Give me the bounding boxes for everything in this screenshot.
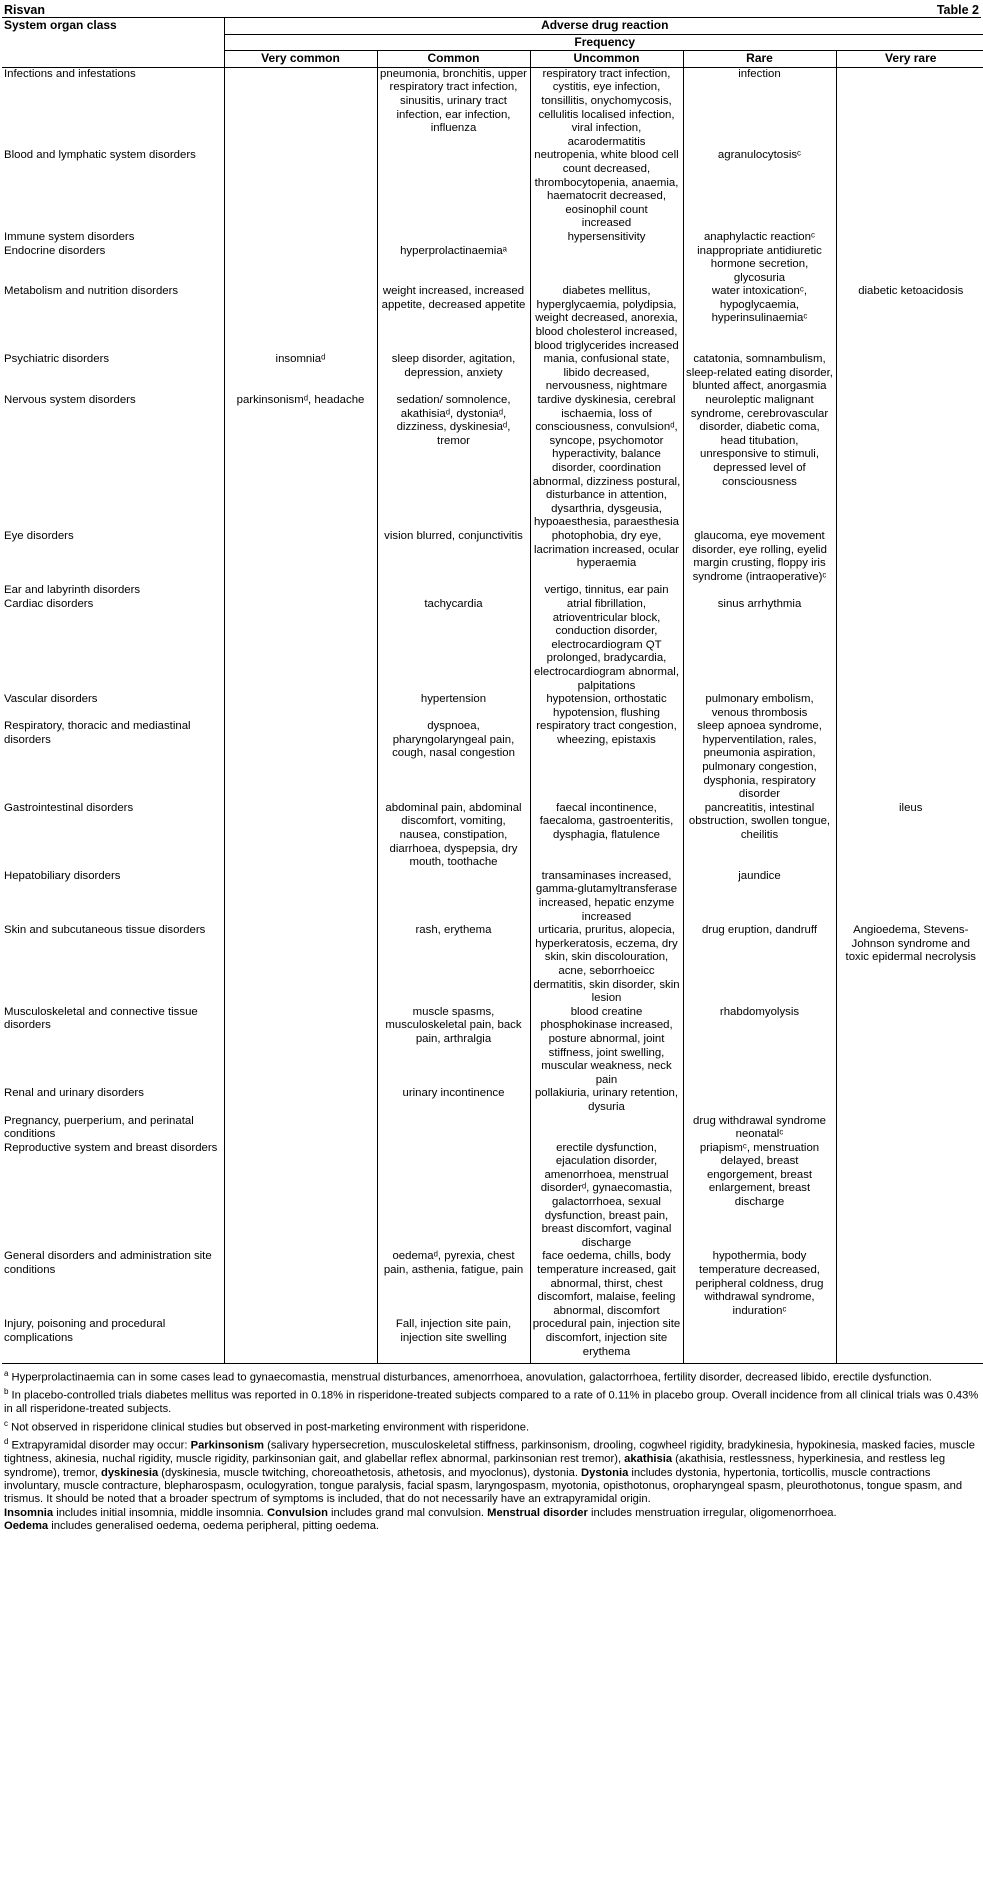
table-row — [2, 353, 983, 394]
cell-very-common — [224, 1006, 377, 1088]
cell-very-common — [224, 245, 377, 286]
cell-common: oedemaᵈ, pyrexia, chest pain, asthenia, fatigue, pain — [377, 1250, 530, 1318]
cell-very-rare: Angioedema, Stevens-Johnson syndrome and toxic epidermal necrolysis — [836, 924, 983, 1006]
cell-very-common — [224, 285, 377, 353]
adr-header: Adverse drug reaction — [224, 18, 983, 34]
cell-very-rare — [836, 530, 983, 584]
cell-rare: sinus arrhythmia — [683, 598, 836, 693]
table-row — [2, 1318, 983, 1363]
cell-very-common: insomniaᵈ — [224, 353, 377, 394]
cell-common: sleep disorder, agitation, depression, anxiety — [377, 353, 530, 394]
cell-uncommon: tardive dyskinesia, cerebral ischaemia, loss of consciousness, convulsionᵈ, syncope, psychomotor hyperactivity, balance disorder, coordination abnormal, dizziness postural, disturbance in attention, dysarthria, dysgeusia, hypoaesthesia, paraesthesia — [530, 394, 683, 530]
cell-very-common — [224, 802, 377, 870]
cell-rare: drug eruption, dandruff — [683, 924, 836, 1006]
cell-rare: infection — [683, 67, 836, 149]
cell-rare — [683, 1318, 836, 1363]
cell-uncommon — [530, 1115, 683, 1142]
cell-very-rare: ileus — [836, 802, 983, 870]
table-row — [2, 394, 983, 530]
table-row — [2, 1115, 983, 1142]
soc-cell: Hepatobiliary disorders — [4, 869, 121, 882]
soc-cell: Gastrointestinal disorders — [4, 801, 134, 814]
table-row — [2, 693, 983, 720]
cell-uncommon: neutropenia, white blood cell count decreased, thrombocytopenia, anaemia, haematocrit decreased, eosinophil count increased — [530, 149, 683, 231]
table-row — [2, 285, 983, 353]
freq-rare-header: Rare — [683, 51, 836, 68]
cell-very-common — [224, 924, 377, 1006]
cell-very-rare — [836, 1250, 983, 1318]
document-header — [2, 0, 981, 18]
soc-cell: Vascular disorders — [4, 693, 98, 706]
cell-uncommon: blood creatine phosphokinase increased, posture abnormal, joint stiffness, joint swelling, muscular weakness, neck pain — [530, 1006, 683, 1088]
cell-very-rare — [836, 584, 983, 598]
freq-common-header: Common — [377, 51, 530, 68]
table-row — [2, 598, 983, 693]
cell-common: abdominal pain, abdominal discomfort, vomiting, nausea, constipation, diarrhoea, dyspepsia, dry mouth, toothache — [377, 802, 530, 870]
cell-common — [377, 149, 530, 231]
cell-very-rare: diabetic ketoacidosis — [836, 285, 983, 353]
soc-cell: General disorders and administration site conditions — [4, 1250, 212, 1277]
cell-very-common — [224, 149, 377, 231]
freq-uncommon-header: Uncommon — [530, 51, 683, 68]
cell-common: dyspnoea, pharyngolaryngeal pain, cough, nasal congestion — [377, 720, 530, 802]
cell-rare: inappropriate antidiuretic hormone secretion, glycosuria — [683, 245, 836, 286]
table-body — [2, 67, 983, 1363]
cell-uncommon: procedural pain, injection site discomfort, injection site erythema — [530, 1318, 683, 1363]
table-row — [2, 149, 983, 231]
adverse-reaction-table — [2, 18, 983, 1364]
cell-common: rash, erythema — [377, 924, 530, 1006]
soc-cell: Immune system disorders — [4, 230, 135, 243]
table-row — [2, 231, 983, 245]
cell-common: urinary incontinence — [377, 1087, 530, 1114]
cell-very-rare — [836, 1006, 983, 1088]
table-row — [2, 1006, 983, 1088]
cell-very-common — [224, 530, 377, 584]
soc-cell: Reproductive system and breast disorders — [4, 1141, 218, 1154]
cell-uncommon: hypotension, orthostatic hypotension, flushing — [530, 693, 683, 720]
footnote-d: $^d$ Extrapyramidal disorder may occur: Parkinsonism (salivary hypersecretion, musculoskeletal stiffness, parkinsonism, drooling, cogwheel rigidity, bradykinesia, hypokinesia, masked facies, muscle tightness, akinesia, nuchal rigidity, muscle rigidity, parkinsonian gait, and glabellar reflex abnormal, parkinsonian rest tremor), akathisia (akathisia, restlessness, hyperkinesia, and restless leg syndrome), tremor, dyskinesia (dyskinesia, muscle twitching, choreoathetosis, athetosis, and myoclonus), dystonia. Dystonia includes dystonia, hypertonia, torticollis, muscle contractions involuntary, muscle contracture, blepharospasm, oculogyration, tongue paralysis, facial spasm, laryngospasm, myotonia, opisthotonus, oropharyngeal spasm, pleurothotonus, tongue spasm, and trismus. It should be noted that a broader spectrum of symptoms is included, that do not necessarily have an extrapyramidal origin. — [4, 1437, 975, 1506]
cell-uncommon: faecal incontinence, faecaloma, gastroenteritis, dysphagia, flatulence — [530, 802, 683, 870]
cell-rare: glaucoma, eye movement disorder, eye rolling, eyelid margin crusting, floppy iris syndrome (intraoperative)ᶜ — [683, 530, 836, 584]
cell-common: Fall, injection site pain, injection site swelling — [377, 1318, 530, 1363]
cell-very-rare — [836, 598, 983, 693]
soc-cell: Renal and urinary disorders — [4, 1087, 144, 1100]
soc-cell: Psychiatric disorders — [4, 353, 110, 366]
footnotes — [2, 1364, 981, 1533]
soc-cell: Skin and subcutaneous tissue disorders — [4, 924, 206, 937]
cell-very-common — [224, 870, 377, 924]
cell-very-rare — [836, 870, 983, 924]
cell-uncommon: vertigo, tinnitus, ear pain — [530, 584, 683, 598]
soc-cell: Respiratory, thoracic and mediastinal disorders — [4, 720, 191, 746]
soc-cell: Injury, poisoning and procedural complications — [2, 1318, 224, 1363]
cell-rare: neuroleptic malignant syndrome, cerebrovascular disorder, diabetic coma, head titubation, unresponsive to stimuli, depressed level of consciousness — [683, 394, 836, 530]
cell-rare: water intoxicationᶜ, hypoglycaemia, hyperinsulinaemiaᶜ — [683, 285, 836, 353]
cell-uncommon: respiratory tract congestion, wheezing, epistaxis — [530, 720, 683, 802]
freq-very-rare-header: Very rare — [836, 51, 983, 68]
cell-uncommon: hypersensitivity — [530, 231, 683, 245]
cell-uncommon: photophobia, dry eye, lacrimation increased, ocular hyperaemia — [530, 530, 683, 584]
cell-common — [377, 584, 530, 598]
cell-uncommon — [530, 245, 683, 286]
footnote-oedema: Oedema includes generalised oedema, oedema peripheral, pitting oedema. — [4, 1520, 380, 1533]
cell-common: weight increased, increased appetite, decreased appetite — [377, 285, 530, 353]
cell-uncommon: pollakiuria, urinary retention, dysuria — [530, 1087, 683, 1114]
cell-rare: drug withdrawal syndrome neonatalᶜ — [683, 1115, 836, 1142]
cell-very-rare — [836, 231, 983, 245]
cell-very-rare — [836, 1115, 983, 1142]
soc-cell: Infections and infestations — [4, 67, 136, 80]
soc-cell: Pregnancy, puerperium, and perinatal conditions — [4, 1114, 194, 1141]
cell-uncommon: atrial fibrillation, atrioventricular block, conduction disorder, electrocardiogram QT prolonged, bradycardia, electrocardiogram abnormal, palpitations — [530, 598, 683, 693]
table-row — [2, 584, 983, 598]
cell-common — [377, 870, 530, 924]
cell-rare — [683, 584, 836, 598]
cell-rare: agranulocytosisᶜ — [683, 149, 836, 231]
soc-header: System organ class — [2, 18, 224, 67]
cell-rare: pancreatitis, intestinal obstruction, swollen tongue, cheilitis — [683, 802, 836, 870]
cell-very-common — [224, 1115, 377, 1142]
cell-rare: priapismᶜ, menstruation delayed, breast engorgement, breast enlargement, breast discharge — [683, 1142, 836, 1251]
cell-rare: pulmonary embolism, venous thrombosis — [683, 693, 836, 720]
cell-common — [377, 1115, 530, 1142]
soc-cell: Musculoskeletal and connective tissue disorders — [4, 1005, 198, 1032]
table-row — [2, 1250, 983, 1318]
table-row — [2, 67, 983, 149]
soc-cell: Metabolism and nutrition disorders — [4, 285, 179, 298]
cell-common: muscle spasms, musculoskeletal pain, back pain, arthralgia — [377, 1006, 530, 1088]
soc-cell: Nervous system disorders — [4, 394, 136, 407]
cell-very-common — [224, 67, 377, 149]
table-row — [2, 1142, 983, 1251]
cell-very-rare — [836, 394, 983, 530]
cell-very-common — [224, 231, 377, 245]
cell-rare: rhabdomyolysis — [683, 1006, 836, 1088]
cell-very-common — [224, 1142, 377, 1251]
cell-uncommon: respiratory tract infection, cystitis, eye infection, tonsillitis, onychomycosis, cellulitis localised infection, viral infection, acarodermatitis — [530, 67, 683, 149]
cell-very-common — [224, 693, 377, 720]
table-row — [2, 924, 983, 1006]
cell-very-common — [224, 1087, 377, 1114]
table-label: Table 2 — [936, 3, 979, 17]
cell-very-common: parkinsonismᵈ, headache — [224, 394, 377, 530]
footnote-b: $^b$ In placebo-controlled trials diabetes mellitus was reported in 0.18% in risperidone-treated subjects compared to a rate of 0.11% in placebo group. Overall incidence from all clinical trials was 0.43% in all risperidone-treated subjects. — [4, 1387, 979, 1416]
cell-rare: catatonia, somnambulism, sleep-related eating disorder, blunted affect, anorgasmia — [683, 353, 836, 394]
table-row — [2, 870, 983, 924]
cell-very-rare — [836, 245, 983, 286]
cell-rare: anaphylactic reactionᶜ — [683, 231, 836, 245]
cell-very-rare — [836, 353, 983, 394]
cell-common: sedation/ somnolence, akathisiaᵈ, dystoniaᵈ, dizziness, dyskinesiaᵈ, tremor — [377, 394, 530, 530]
cell-very-rare — [836, 1087, 983, 1114]
footnote-a: $^a$ Hyperprolactinaemia can in some cases lead to gynaecomastia, menstrual disturbances, amenorrhoea, anovulation, galactorrhoea, fertility disorder, decreased libido, erectile dysfunction. — [4, 1369, 932, 1384]
cell-rare — [683, 1087, 836, 1114]
soc-cell: Endocrine disorders — [4, 244, 106, 257]
freq-very-common-header: Very common — [224, 51, 377, 68]
cell-common: hyperprolactinaemiaᵃ — [377, 245, 530, 286]
cell-common — [377, 1142, 530, 1251]
cell-common: pneumonia, bronchitis, upper respiratory tract infection, sinusitis, urinary tract infection, ear infection, influenza — [377, 67, 530, 149]
soc-cell: Cardiac disorders — [4, 597, 94, 610]
footnote-insomnia: Insomnia includes initial insomnia, middle insomnia. Convulsion includes grand mal convulsion. Menstrual disorder includes menstruation irregular, oligomenorrhoea. — [4, 1506, 837, 1519]
cell-very-common — [224, 720, 377, 802]
cell-very-common — [224, 1318, 377, 1363]
table-row — [2, 1087, 983, 1114]
cell-common: vision blurred, conjunctivitis — [377, 530, 530, 584]
table-row — [2, 530, 983, 584]
cell-uncommon: mania, confusional state, libido decreased, nervousness, nightmare — [530, 353, 683, 394]
cell-very-rare — [836, 720, 983, 802]
frequency-header: Frequency — [224, 34, 983, 51]
cell-uncommon: transaminases increased, gamma-glutamyltransferase increased, hepatic enzyme increased — [530, 870, 683, 924]
cell-rare: hypothermia, body temperature decreased, peripheral coldness, drug withdrawal syndrome, indurationᶜ — [683, 1250, 836, 1318]
cell-very-common — [224, 1250, 377, 1318]
soc-cell: Ear and labyrinth disorders — [4, 584, 141, 597]
soc-cell: Eye disorders — [4, 529, 74, 542]
cell-very-rare — [836, 1142, 983, 1251]
cell-very-rare — [836, 149, 983, 231]
cell-rare: jaundice — [683, 870, 836, 924]
cell-uncommon: urticaria, pruritus, alopecia, hyperkeratosis, eczema, dry skin, skin discolouration, acne, seborrhoeicc dermatitis, skin disorder, skin lesion — [530, 924, 683, 1006]
cell-common: hypertension — [377, 693, 530, 720]
cell-very-common — [224, 584, 377, 598]
cell-common — [377, 231, 530, 245]
cell-very-rare — [836, 693, 983, 720]
table-row — [2, 245, 983, 286]
table-row — [2, 720, 983, 802]
footnote-c: $^c$ Not observed in risperidone clinical studies but observed in post-marketing environment with risperidone. — [4, 1418, 530, 1434]
cell-uncommon: erectile dysfunction, ejaculation disorder, amenorrhoea, menstrual disorderᵈ, gynaecomastia, galactorrhoea, sexual dysfunction, breast pain, breast discomfort, vaginal discharge — [530, 1142, 683, 1251]
cell-rare: sleep apnoea syndrome, hyperventilation, rales, pneumonia aspiration, pulmonary congestion, dysphonia, respiratory disorder — [683, 720, 836, 802]
cell-very-common — [224, 598, 377, 693]
cell-common: tachycardia — [377, 598, 530, 693]
table-row — [2, 802, 983, 870]
cell-very-rare — [836, 1318, 983, 1363]
drug-name: Risvan — [4, 3, 45, 17]
cell-uncommon: diabetes mellitus, hyperglycaemia, polydipsia, weight decreased, anorexia, blood cholesterol increased, blood triglycerides increased — [530, 285, 683, 353]
soc-cell: Blood and lymphatic system disorders — [4, 149, 196, 162]
cell-uncommon: face oedema, chills, body temperature increased, gait abnormal, thirst, chest discomfort, malaise, feeling abnormal, discomfort — [530, 1250, 683, 1318]
cell-very-rare — [836, 67, 983, 149]
